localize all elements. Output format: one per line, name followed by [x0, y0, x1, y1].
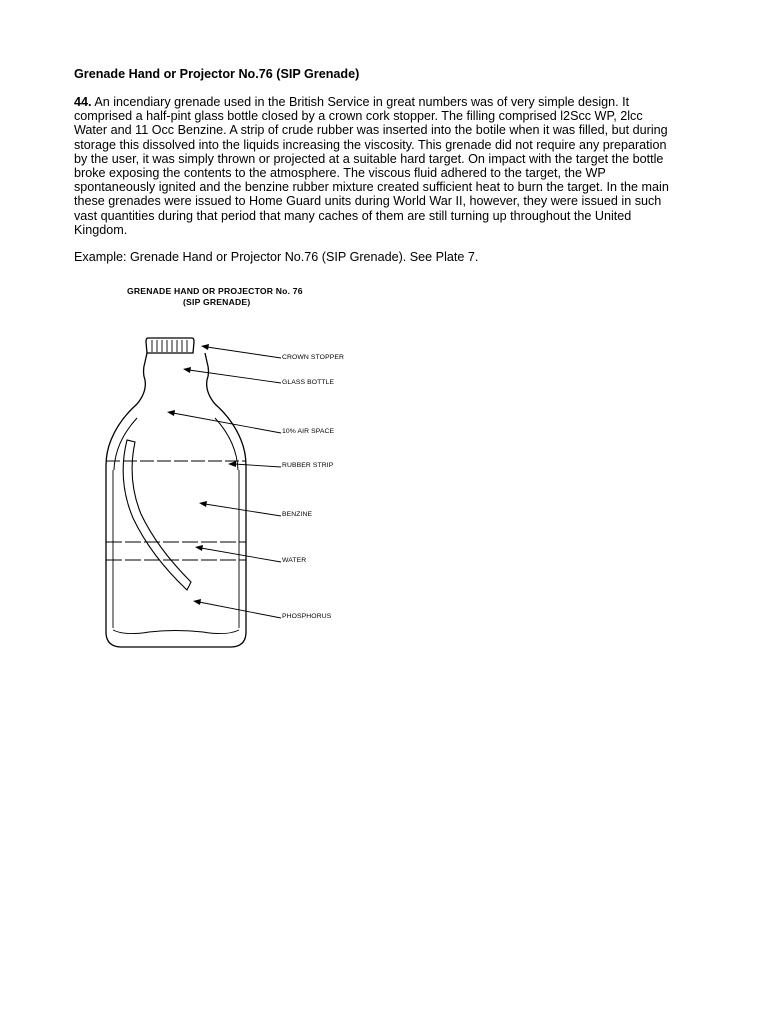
- arrow-phosphorus: [199, 602, 281, 618]
- label-rubber-strip: RUBBER STRIP: [282, 462, 334, 469]
- paragraph-line: storage this dissolved into the liquids increasing the viscosity. This grenade did not require any preparation: [74, 137, 667, 152]
- arrowhead-water: [195, 545, 203, 551]
- paragraph-number: 44.: [74, 95, 92, 109]
- grenade-diagram: [95, 280, 375, 660]
- bottle-base-inner: [113, 630, 239, 634]
- label-air-space: 10% AIR SPACE: [282, 428, 335, 435]
- rubber-strip-shape: [123, 440, 191, 590]
- paragraph-line: by the user, it was simply thrown or projected at a suitable hard target. On impact with the target the bottle: [74, 151, 664, 166]
- arrow-benzine: [205, 504, 281, 516]
- label-water: WATER: [282, 557, 307, 564]
- paragraph-line: spontaneously ignited and the benzine rubber mixture created sufficient heat to burn the target. In the main: [74, 180, 669, 195]
- arrow-glass-bottle: [189, 370, 281, 383]
- figure-title-line2: (SIP GRENADE): [183, 297, 251, 307]
- arrowhead-phosphorus: [193, 599, 201, 605]
- paragraph-line: vast quantities during that period that many caches of them are still turning up throughout the United: [74, 208, 632, 223]
- arrowhead-crown-stopper: [201, 344, 209, 350]
- arrow-crown-stopper: [207, 347, 281, 358]
- paragraph-line: Water and 11 Occ Benzine. A strip of crude rubber was inserted into the botile when it was filled, but during: [74, 123, 668, 138]
- paragraph-line: Kingdom.: [74, 222, 128, 237]
- label-benzine: BENZINE: [282, 511, 313, 518]
- paragraph-44: [74, 95, 714, 237]
- section-heading: Grenade Hand or Projector No.76 (SIP Grenade): [74, 67, 360, 81]
- arrowhead-air-space: [167, 410, 175, 416]
- crown-stopper-crimps: [152, 340, 187, 352]
- arrowhead-rubber-strip: [228, 461, 236, 467]
- paragraph-line: broke exposing the contents to the atmosphere. The viscous fluid adhered to the target, the WP: [74, 166, 606, 181]
- label-phosphorus: PHOSPHORUS: [282, 613, 332, 620]
- label-glass-bottle: GLASS BOTTLE: [282, 379, 335, 386]
- label-crown-stopper: CROWN STOPPER: [282, 354, 344, 361]
- figure-title-line1: GRENADE HAND OR PROJECTOR No. 76: [127, 286, 303, 296]
- arrowhead-glass-bottle: [183, 367, 191, 373]
- bottle-drawing: [95, 280, 375, 660]
- arrow-rubber-strip: [234, 464, 281, 467]
- paragraph-line-text: An incendiary grenade used in the British Service in great numbers was of very simple design. It: [94, 95, 630, 109]
- paragraph-first-line: [74, 95, 714, 109]
- example-line: Example: Grenade Hand or Projector No.76 (SIP Grenade). See Plate 7.: [74, 250, 479, 264]
- arrowhead-benzine: [199, 501, 207, 507]
- paragraph-line: these grenades were issued to Home Guard units during World War II, however, they were issued in such: [74, 194, 662, 209]
- paragraph-line: comprised a half-pint glass bottle closed by a crown cork stopper. The filling comprised l2Scc WP, 2lcc: [74, 109, 643, 124]
